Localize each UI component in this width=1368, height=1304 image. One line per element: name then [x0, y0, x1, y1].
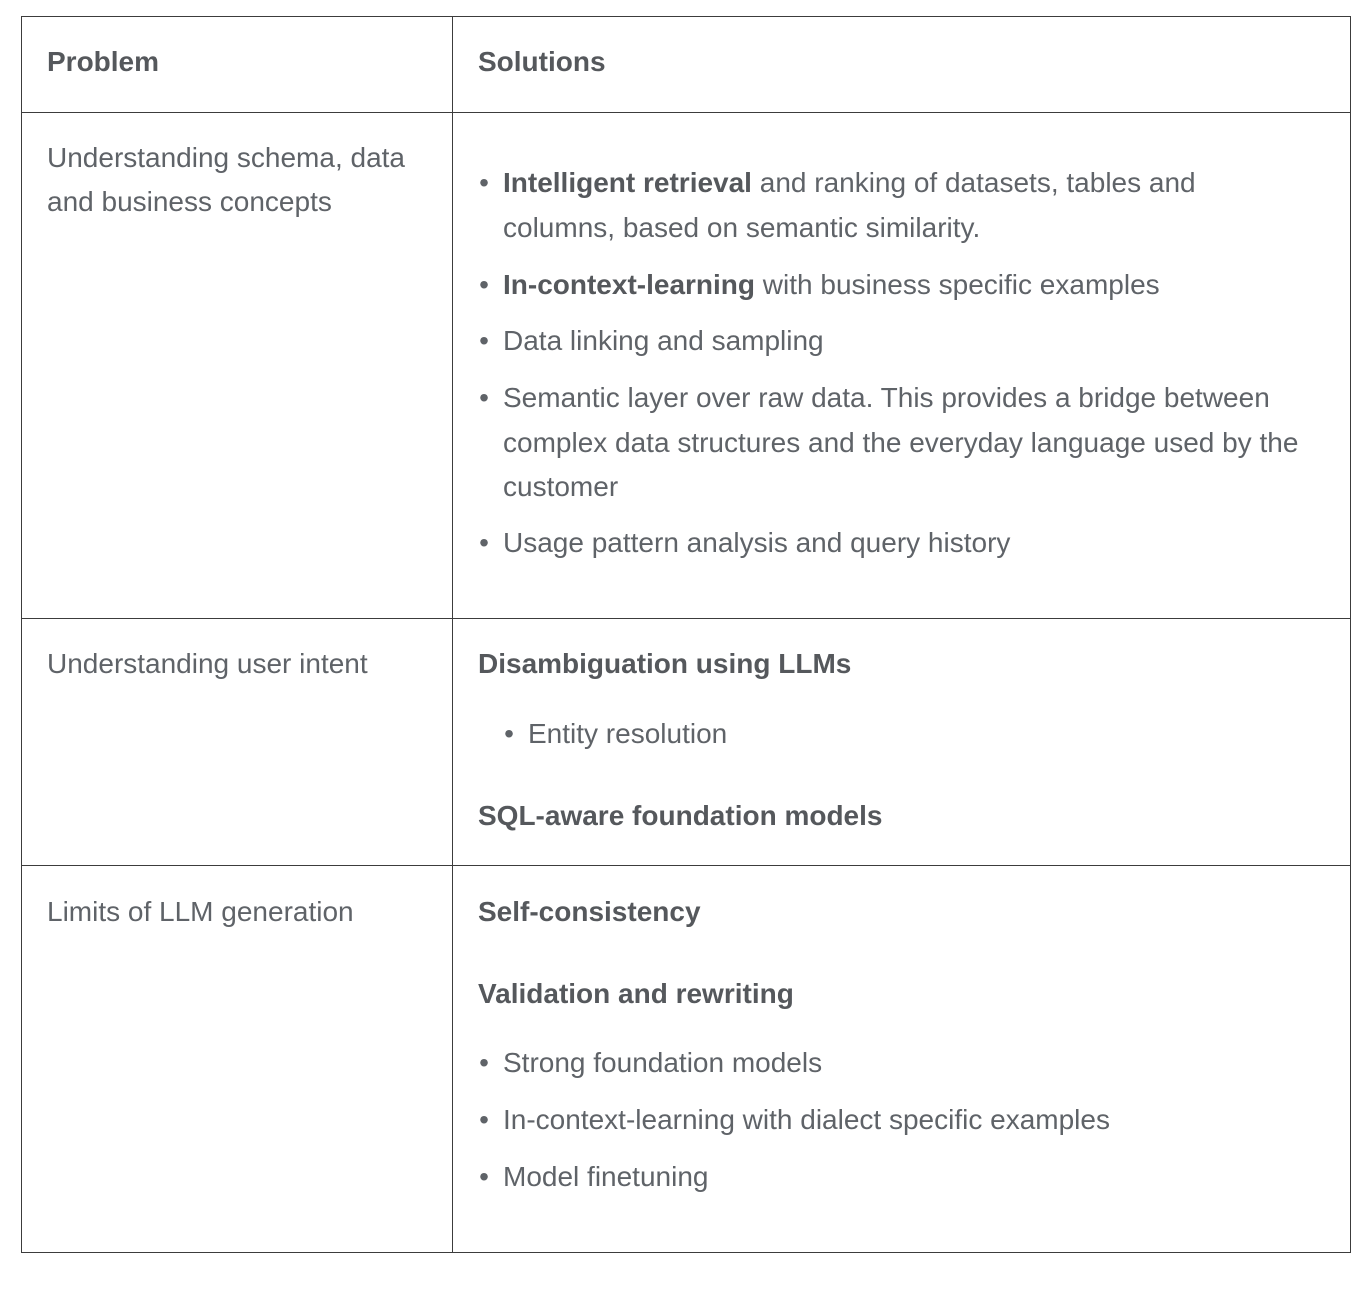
header-solutions: Solutions	[478, 46, 606, 77]
bullet-text: Strong foundation models	[503, 1047, 823, 1078]
bullet-text: and ranking of datasets, tables and columns, based on semantic similarity.	[503, 167, 1196, 243]
list-item	[478, 161, 1308, 250]
bullet-bold-text: In-context-learning	[503, 269, 756, 300]
bullet-text: Model finetuning	[503, 1161, 709, 1192]
table-border-bottom	[21, 1252, 1351, 1253]
table-border-left	[21, 16, 22, 1253]
table-column-divider	[452, 16, 453, 1253]
list-item	[478, 319, 1308, 364]
list-item	[478, 263, 1308, 308]
list-item	[478, 521, 1308, 566]
bullet-icon: •	[479, 325, 489, 356]
row2-problem: Understanding user intent	[47, 648, 368, 679]
bullet-icon: •	[479, 269, 489, 300]
row1-problem: Understanding schema, data and business concepts	[47, 142, 405, 217]
bullet-text: Usage pattern analysis and query history	[503, 527, 1011, 558]
bullet-icon: •	[479, 167, 489, 198]
list-item	[478, 1041, 1308, 1086]
bullet-icon: •	[479, 1104, 489, 1135]
table-row-divider	[21, 112, 1351, 113]
bullet-icon: •	[479, 1161, 489, 1192]
bullet-text: with business specific examples	[755, 269, 1160, 300]
header-problem: Problem	[47, 46, 160, 77]
list-item	[478, 1155, 1308, 1200]
table-row-divider	[21, 865, 1351, 866]
solution-heading: Validation and rewriting	[478, 978, 794, 1009]
list-item	[478, 376, 1308, 510]
bullet-bold-text: Intelligent retrieval	[503, 167, 752, 198]
bullet-text: In-context-learning with dialect specific examples	[503, 1104, 1110, 1135]
table-border-right	[1350, 16, 1351, 1253]
solution-heading: SQL-aware foundation models	[478, 800, 883, 831]
bullet-icon: •	[479, 1047, 489, 1078]
bullet-text: Semantic layer over raw data. This provides a bridge between complex data structures and the everyday language used by the customer	[503, 382, 1299, 502]
list-item	[478, 1098, 1308, 1143]
row3-problem: Limits of LLM generation	[47, 896, 354, 927]
table-row-divider	[21, 618, 1351, 619]
bullet-icon: •	[479, 382, 489, 413]
solution-heading: Self-consistency	[478, 896, 701, 927]
table-border-top	[21, 16, 1351, 17]
bullet-text: Entity resolution	[528, 718, 728, 749]
list-item	[503, 712, 1333, 757]
solution-heading: Disambiguation using LLMs	[478, 648, 852, 679]
bullet-icon: •	[479, 527, 489, 558]
bullet-text: Data linking and sampling	[503, 325, 824, 356]
bullet-icon: •	[504, 718, 514, 749]
